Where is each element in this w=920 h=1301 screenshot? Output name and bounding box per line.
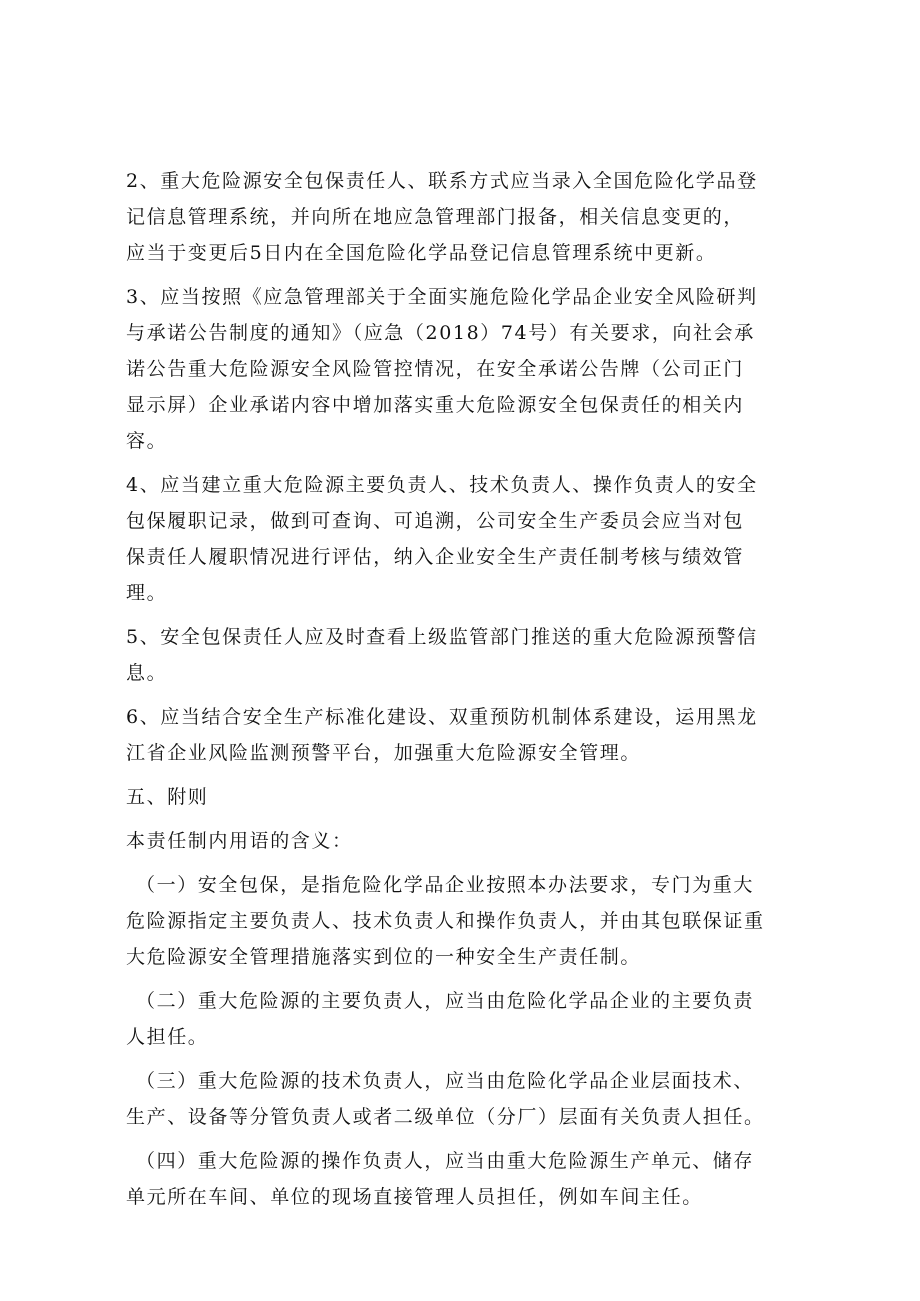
text-line: 5、安全包保责任人应及时查看上级监管部门推送的重大危险源预警信 [126, 626, 758, 648]
text-line: 6、应当结合安全生产标准化建设、双重预防机制体系建设，运用黑龙 [126, 706, 758, 728]
text-line: （三）重大危险源的技术负责人，应当由危险化学品企业层面技术、 [136, 1070, 755, 1092]
paragraph-item-3 [126, 279, 794, 459]
text-line: 息。 [126, 662, 168, 684]
text-line: 诺公告重大危险源安全风险管控情况，在安全承诺公告牌（公司正门 [126, 358, 745, 380]
definition-item-2 [126, 983, 794, 1055]
definition-item-3 [126, 1063, 794, 1135]
definitions-intro [126, 823, 794, 859]
text-line: 3、应当按照《应急管理部关于全面实施危险化学品企业安全风险研判 [126, 286, 758, 308]
text-line: 本责任制内用语的含义： [126, 830, 353, 852]
text-line: 单元所在车间、单位的现场直接管理人员担任，例如车间主任。 [126, 1186, 703, 1208]
text-line: 生产、设备等分管负责人或者二级单位（分厂）层面有关负责人担任。 [126, 1106, 765, 1128]
definition-item-4 [126, 1143, 794, 1215]
section-heading [126, 779, 794, 815]
text-line: 危险源指定主要负责人、技术负责人和操作负责人，并由其包联保证重 [126, 910, 765, 932]
paragraph-item-6 [126, 699, 794, 771]
document-body [126, 163, 794, 1223]
text-line: 显示屏）企业承诺内容中增加落实重大危险源安全包保责任的相关内 [126, 394, 745, 416]
text-line: 记信息管理系统，并向所在地应急管理部门报备，相关信息变更的， [126, 206, 745, 228]
text-line: 与承诺公告制度的通知》（应急（2018）74号）有关要求，向社会承 [126, 322, 755, 344]
text-line: 保责任人履职情况进行评估，纳入企业安全生产责任制考核与绩效管 [126, 546, 745, 568]
text-line: 理。 [126, 582, 168, 604]
text-line: （二）重大危险源的主要负责人，应当由危险化学品企业的主要负责 [136, 990, 755, 1012]
text-line: 2、重大危险源安全包保责任人、联系方式应当录入全国危险化学品登 [126, 170, 758, 192]
paragraph-item-4 [126, 467, 794, 611]
text-line: 人担任。 [126, 1026, 209, 1048]
text-line: （一）安全包保，是指危险化学品企业按照本办法要求，专门为重大 [136, 874, 755, 896]
paragraph-item-5 [126, 619, 794, 691]
text-line: 4、应当建立重大危险源主要负责人、技术负责人、操作负责人的安全 [126, 474, 758, 496]
text-line: 大危险源安全管理措施落实到位的一种安全生产责任制。 [126, 946, 642, 968]
definition-item-1 [126, 867, 794, 975]
text-line: 江省企业风险监测预警平台，加强重大危险源安全管理。 [126, 742, 642, 764]
text-line: （四）重大危险源的操作负责人，应当由重大危险源生产单元、储存 [136, 1150, 755, 1172]
heading-line: 五、附则 [126, 786, 209, 808]
paragraph-item-2 [126, 163, 794, 271]
text-line: 包保履职记录，做到可查询、可追溯，公司安全生产委员会应当对包 [126, 510, 745, 532]
text-line: 容。 [126, 430, 168, 452]
text-line: 应当于变更后5日内在全国危险化学品登记信息管理系统中更新。 [126, 242, 717, 264]
